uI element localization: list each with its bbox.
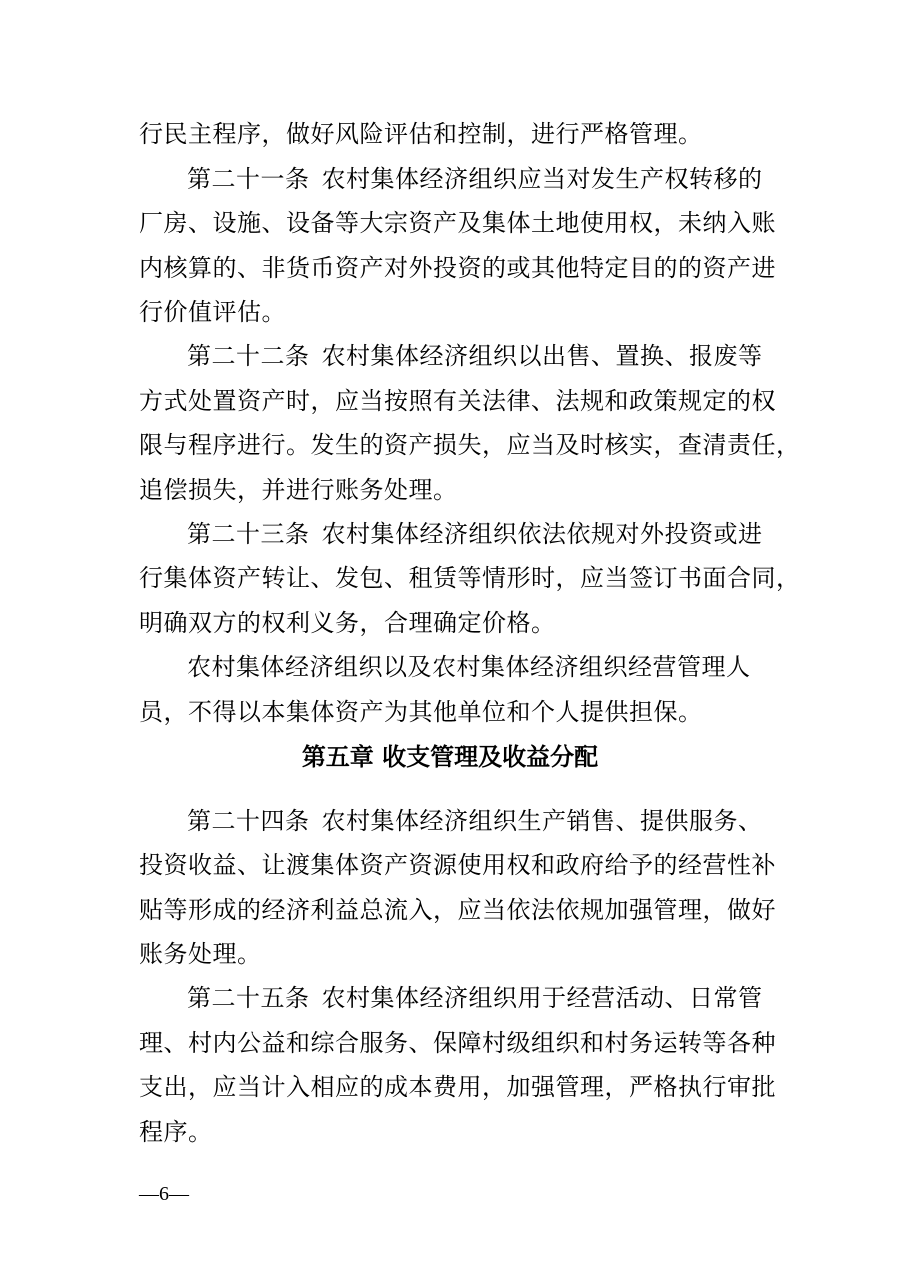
article-25-first-line <box>187 981 764 1015</box>
article-23-label: 第二十三条 <box>187 520 310 548</box>
text-line: 行价值评估。 <box>139 298 286 326</box>
article-25-text: 农村集体经济组织用于经营活动、日常管 <box>321 984 763 1012</box>
text-line: 程序。 <box>139 1118 213 1146</box>
article-22-first-line <box>187 339 764 373</box>
text-line: 员，不得以本集体资产为其他单位和个人提供担保。 <box>139 698 703 726</box>
text-line: 限与程序进行。发生的资产损失，应当及时核实，查清责任， <box>139 431 801 459</box>
text-line: 行集体资产转让、发包、租赁等情形时，应当签订书面合同， <box>139 564 801 592</box>
article-25-label: 第二十五条 <box>187 984 310 1012</box>
article-24-first-line <box>187 804 764 838</box>
paragraph-first-line: 农村集体经济组织以及农村集体经济组织经营管理人 <box>187 653 751 681</box>
text-line: 投资收益、让渡集体资产资源使用权和政府给予的经营性补 <box>139 851 776 879</box>
article-21-text: 农村集体经济组织应当对发生产权转移的 <box>321 165 763 193</box>
text-line: 明确双方的权利义务，合理确定价格。 <box>139 609 556 637</box>
text-line: 内核算的、非货币资产对外投资的或其他特定目的的资产进 <box>139 254 776 282</box>
text-line: 方式处置资产时，应当按照有关法律、法规和政策规定的权 <box>139 387 776 415</box>
text-line: 支出，应当计入相应的成本费用，加强管理，严格执行审批 <box>139 1073 776 1101</box>
text-line: 贴等形成的经济利益总流入，应当依法依规加强管理，做好 <box>139 896 776 924</box>
text-line: 理、村内公益和综合服务、保障村级组织和村务运转等各种 <box>139 1029 776 1057</box>
chapter-heading: 第五章 收支管理及收益分配 <box>301 743 599 771</box>
article-23-first-line <box>187 517 764 551</box>
article-24-text: 农村集体经济组织生产销售、提供服务、 <box>321 807 763 835</box>
article-21-label: 第二十一条 <box>187 165 310 193</box>
text-line: 行民主程序，做好风险评估和控制，进行严格管理。 <box>139 120 703 148</box>
text-line: 账务处理。 <box>139 940 262 968</box>
article-22-text: 农村集体经济组织以出售、置换、报废等 <box>321 342 763 370</box>
article-21-first-line <box>187 162 764 196</box>
text-line: 追偿损失，并进行账务处理。 <box>139 476 458 504</box>
article-22-label: 第二十二条 <box>187 342 310 370</box>
article-24-label: 第二十四条 <box>187 807 310 835</box>
page-number: —6— <box>139 1183 189 1205</box>
text-line: 厂房、设施、设备等大宗资产及集体土地使用权，未纳入账 <box>139 209 776 237</box>
article-23-text: 农村集体经济组织依法依规对外投资或进 <box>321 520 763 548</box>
